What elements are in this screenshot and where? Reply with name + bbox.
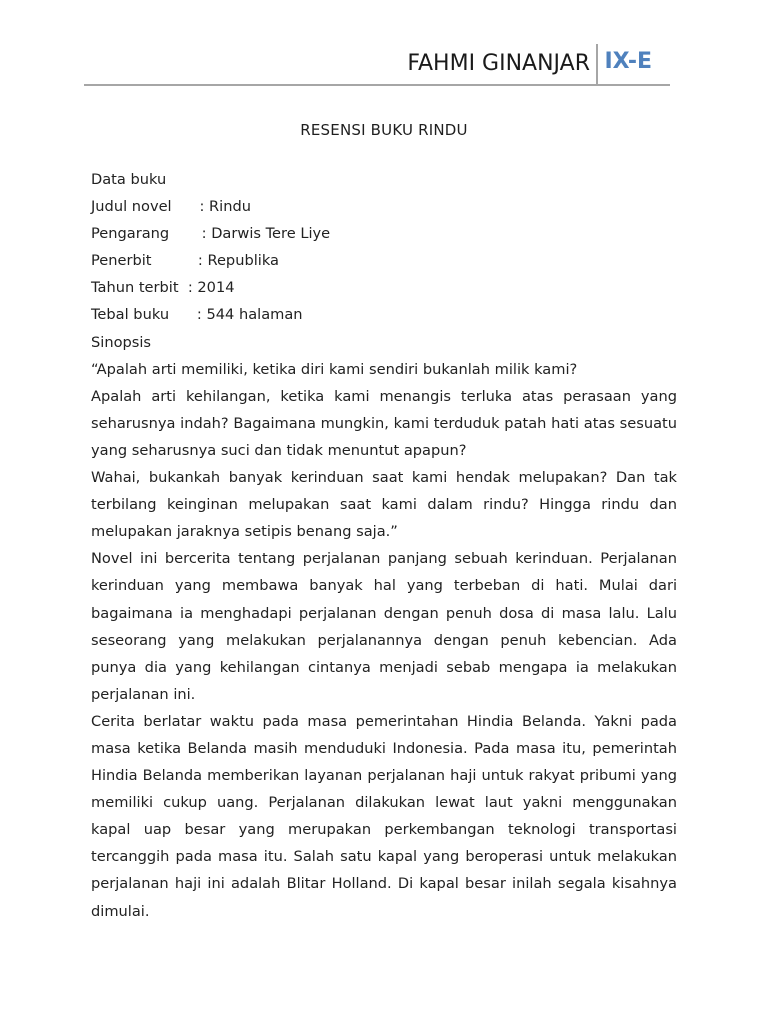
synopsis-paragraph-2: Cerita berlatar waktu pada masa pemerintahan Hindia Belanda. Yakni pada masa ketika Belanda masih menduduki Indonesia. Pada masa itu, pemerintah Hindia Belanda memberikan layanan perjalanan haji untuk rakyat pribumi yang memiliki cukup uang. Perjalanan dilakukan lewat laut yakni menggunakan kapal uap besar yang merupakan perkembangan teknologi transportasi tercanggih pada masa itu. Salah satu kapal yang beroperasi untuk melakukan perjalanan haji ini adalah Blitar Holland. Di kapal besar inilah segala kisahnya dimulai. xyxy=(91,712,677,920)
quote-paragraph-3: Wahai, bukankah banyak kerinduan saat kami hendak melupakan? Dan tak terbilang keinginan melupakan saat kami dalam rindu? Hingga rindu dan melupakan jaraknya setipis benang saja.” xyxy=(91,469,677,541)
sinopsis-heading: Sinopsis xyxy=(91,333,152,351)
meta-pengarang: Pengarang : Darwis Tere Liye xyxy=(91,225,331,243)
meta-penerbit: Penerbit : Republika xyxy=(91,252,279,270)
document-body xyxy=(91,166,677,925)
document-title: RESENSI BUKU RINDU xyxy=(300,121,468,139)
synopsis-paragraph-1: Novel ini bercerita tentang perjalanan panjang sebuah kerinduan. Perjalanan kerinduan yang membawa banyak hal yang terbeban di hati. Mulai dari bagaimana ia menghadapi perjalanan dengan penuh dosa di masa lalu. Lalu seseorang yang melakukan perjalanannya dengan penuh kebencian. Ada punya dia yang kehilangan cintanya menjadi sebab mengapa ia melakukan perjalanan ini. xyxy=(91,550,677,703)
meta-tebal: Tebal buku : 544 halaman xyxy=(91,306,303,324)
quote-paragraph-2: Apalah arti kehilangan, ketika kami menangis terluka atas perasaan yang seharusnya indah? Bagaimana mungkin, kami terduduk patah hati atas sesuatu yang seharusnya suci dan tidak menuntut apapun? xyxy=(91,387,677,459)
quote-line-1: “Apalah arti memiliki, ketika diri kami sendiri bukanlah milik kami? xyxy=(91,360,578,378)
class-label: IX-E xyxy=(604,49,652,74)
author-name: FAHMI GINANJAR xyxy=(407,51,590,76)
page-header xyxy=(84,40,670,86)
data-buku-heading: Data buku xyxy=(91,171,167,188)
header-divider xyxy=(596,44,598,84)
meta-judul: Judul novel : Rindu xyxy=(91,198,251,216)
meta-tahun: Tahun terbit : 2014 xyxy=(91,279,235,297)
